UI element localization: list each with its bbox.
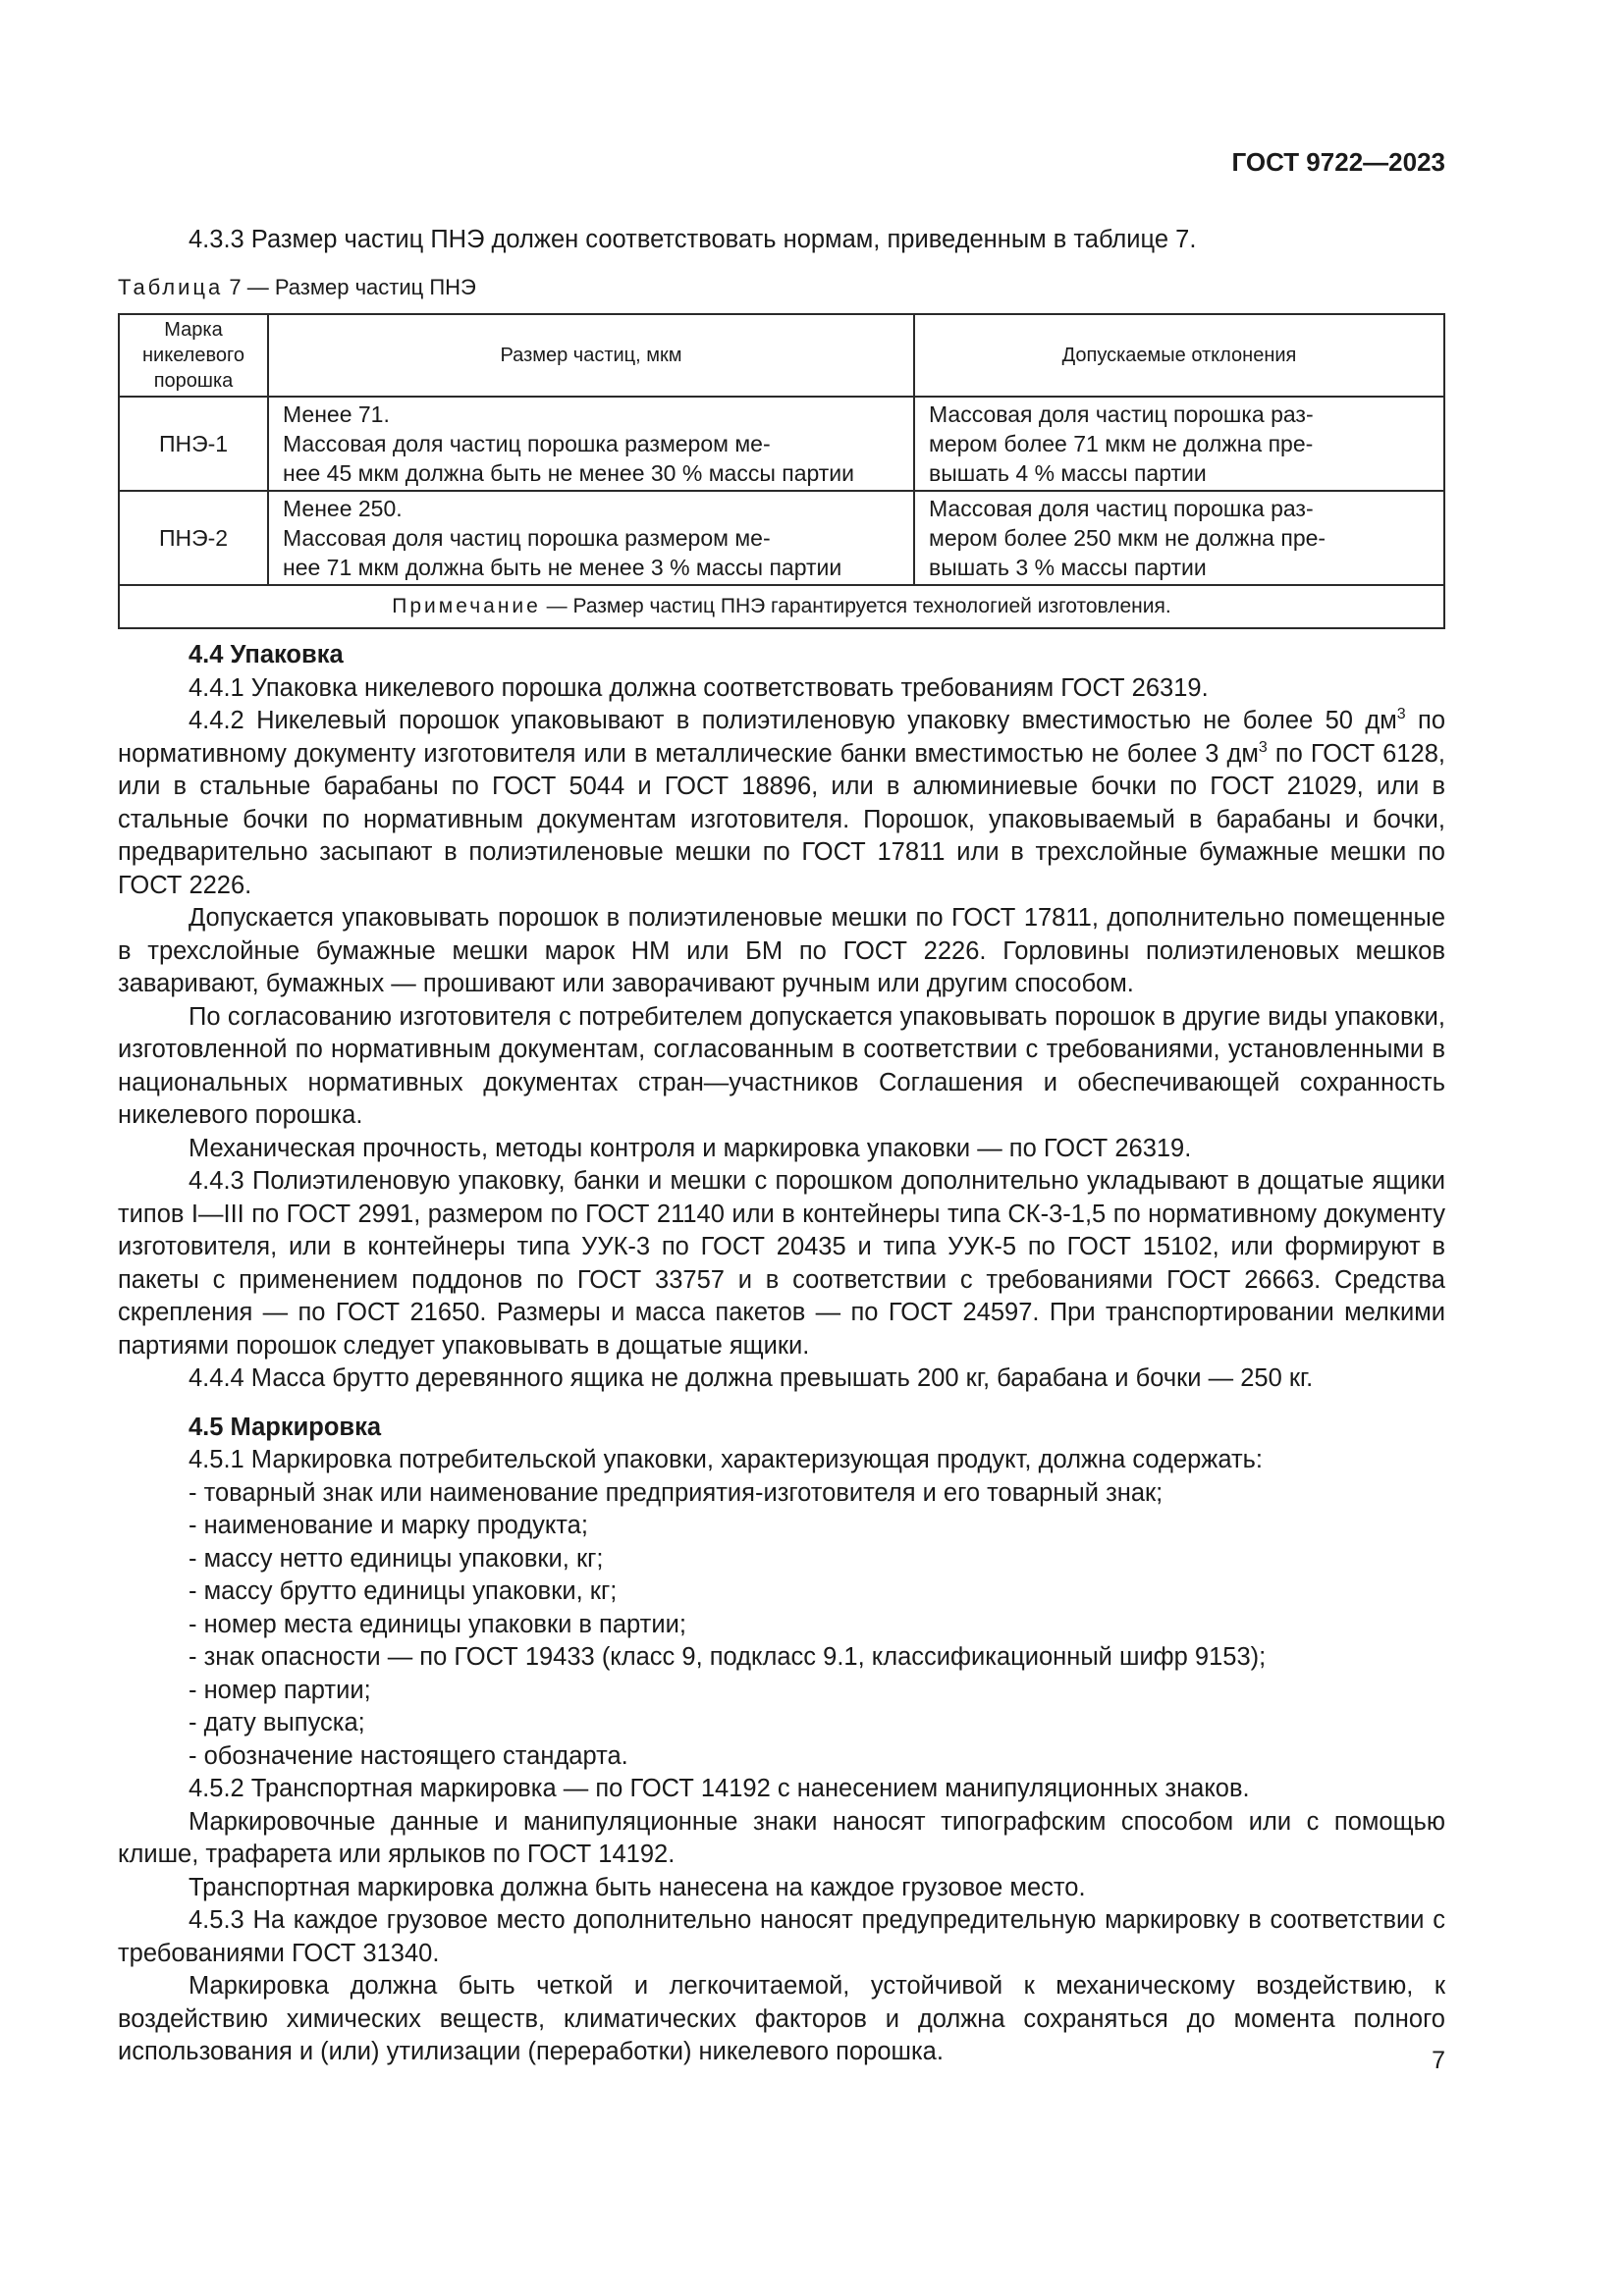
paragraph-allowed-packaging: Допускается упаковывать порошок в полиэтиленовые мешки по ГОСТ 17811, дополнительно помещенные в трехслойные бумажные мешки марок НМ или БМ по ГОСТ 2226. Горловины полиэтиленовых мешков заваривают, бумажных — прошивают или заворачивают ручным или другим способом. bbox=[118, 904, 1445, 997]
list-item: - дату выпуска; bbox=[118, 1707, 1445, 1740]
document-header: ГОСТ 9722—2023 bbox=[1231, 147, 1445, 177]
column-header-deviation: Допускаемые отклонения bbox=[914, 314, 1444, 397]
cell-mark: ПНЭ-1 bbox=[119, 397, 268, 491]
table-row bbox=[119, 397, 1444, 491]
column-header-size: Размер частиц, мкм bbox=[268, 314, 914, 397]
cell-line: нее 71 мкм должна быть не менее 3 % массы партии bbox=[283, 555, 842, 580]
particle-size-table bbox=[118, 313, 1445, 629]
table-header-row bbox=[119, 314, 1444, 397]
superscript-3: 3 bbox=[1258, 738, 1268, 756]
superscript-3: 3 bbox=[1396, 706, 1406, 722]
cell-line: нее 45 мкм должна быть не менее 30 % массы партии bbox=[283, 460, 854, 486]
cell-size bbox=[268, 397, 914, 491]
list-item: - номер места единицы упаковки в партии; bbox=[118, 1609, 1445, 1642]
cell-deviation bbox=[914, 397, 1444, 491]
cell-line: Менее 250. bbox=[283, 496, 403, 521]
paragraph-agreement: По согласованию изготовителя с потребителем допускается упаковывать порошок в другие виды упаковки, изготовленной по нормативным документам, согласованным в соответствии с требованиями, установленными в национальных нормативных документах стран—участников Соглашения и обеспечивающей сохранность никелевого порошка. bbox=[118, 1002, 1445, 1129]
paragraph-4-4-3: 4.4.3 Полиэтиленовую упаковку, банки и мешки с порошком дополнительно укладывают в дощатые ящики типов I—III по ГОСТ 2991, размером по ГОСТ 21140 или в контейнеры типа СК-3-1,5 по нормативному документу изготовителя, или в контейнеры типа УУК-3 по ГОСТ 20435 и типа УУК-5 по ГОСТ 15102, или формируют в пакеты с применением поддонов по ГОСТ 33757 и в соответствии с требованиями ГОСТ 26663. Средства скрепления — по ГОСТ 21650. Размеры и масса пакетов — по ГОСТ 24597. При транспортировании мелкими партиями порошок следует упаковывать в дощатые ящики. bbox=[118, 1167, 1445, 1360]
cell-line: Массовая доля частиц порошка раз- bbox=[929, 496, 1314, 521]
list-item: - обозначение настоящего стандарта. bbox=[118, 1740, 1445, 1774]
note-label: Примечание bbox=[392, 595, 541, 617]
paragraph-4-5-1: 4.5.1 Маркировка потребительской упаковки, характеризующая продукт, должна содержать: bbox=[189, 1446, 1264, 1473]
section-heading-marking: 4.5 Маркировка bbox=[189, 1413, 382, 1441]
paragraph-4-4-2 bbox=[118, 705, 1445, 902]
list-item: - наименование и марку продукта; bbox=[118, 1510, 1445, 1543]
column-header-mark: Марка никелевого порошка bbox=[119, 314, 268, 397]
cell-deviation bbox=[914, 491, 1444, 585]
cell-line: Менее 71. bbox=[283, 401, 390, 427]
marking-list bbox=[118, 1477, 1445, 1774]
paragraph-transport-marking: Транспортная маркировка должна быть нанесена на каждое грузовое место. bbox=[189, 1873, 1086, 1901]
list-item: - массу брутто единицы упаковки, кг; bbox=[118, 1575, 1445, 1609]
note-text: — Размер частиц ПНЭ гарантируется технологией изготовления. bbox=[540, 595, 1171, 617]
paragraph-4-4-2-part-a: 4.4.2 Никелевый порошок упаковывают в полиэтиленовую упаковку вместимостью не более 50 дм bbox=[189, 707, 1397, 734]
paragraph-marking-clarity: Маркировка должна быть четкой и легкочитаемой, устойчивой к механическому воздействию, к воздействию химических веществ, климатических факторов и должна сохраняться до момента полного использования и (или) утилизации (переработки) никелевого порошка. bbox=[118, 1972, 1445, 2065]
page-content bbox=[118, 224, 1445, 2069]
paragraph-4-5-2: 4.5.2 Транспортная маркировка — по ГОСТ 14192 с нанесением манипуляционных знаков. bbox=[189, 1775, 1250, 1802]
table-note bbox=[119, 585, 1444, 628]
cell-line: вышать 3 % массы партии bbox=[929, 555, 1207, 580]
list-item: - массу нетто единицы упаковки, кг; bbox=[118, 1543, 1445, 1576]
paragraph-4-4-4: 4.4.4 Масса брутто деревянного ящика не должна превышать 200 кг, барабана и бочки — 250 кг. bbox=[189, 1364, 1314, 1392]
cell-line: Массовая доля частиц порошка размером ме- bbox=[283, 525, 771, 551]
page-number: 7 bbox=[1432, 2047, 1445, 2074]
paragraph-marking-data: Маркировочные данные и манипуляционные знаки наносят типографским способом или с помощью клише, трафарета или ярлыков по ГОСТ 14192. bbox=[118, 1807, 1445, 1868]
paragraph-4-5-3: 4.5.3 На каждое грузовое место дополнительно наносят предупредительную маркировку в соответствии с требованиями ГОСТ 31340. bbox=[118, 1906, 1445, 1967]
paragraph-4-3-3: 4.3.3 Размер частиц ПНЭ должен соответствовать нормам, приведенным в таблице 7. bbox=[189, 226, 1197, 253]
cell-line: мером более 250 мкм не должна пре- bbox=[929, 525, 1326, 551]
list-item: - товарный знак или наименование предприятия-изготовителя и его товарный знак; bbox=[118, 1477, 1445, 1511]
section-heading-packaging: 4.4 Упаковка bbox=[189, 641, 344, 668]
table-note-row bbox=[119, 585, 1444, 628]
cell-line: Массовая доля частиц порошка размером ме- bbox=[283, 431, 771, 456]
cell-mark: ПНЭ-2 bbox=[119, 491, 268, 585]
table-caption-text: 7 — Размер частиц ПНЭ bbox=[223, 274, 476, 299]
list-item: - номер партии; bbox=[118, 1675, 1445, 1708]
paragraph-4-4-2-part-b: по нормативному документу изготовителя или в металлические банки вместимостью не более 3 дм bbox=[118, 707, 1445, 768]
cell-size bbox=[268, 491, 914, 585]
list-item: - знак опасности — по ГОСТ 19433 (класс 9, подкласс 9.1, классификационный шифр 9153); bbox=[118, 1641, 1445, 1675]
table-caption-label: Таблица bbox=[118, 274, 224, 299]
cell-line: мером более 71 мкм не должна пре- bbox=[929, 431, 1314, 456]
paragraph-mechanical-strength: Механическая прочность, методы контроля и маркировка упаковки — по ГОСТ 26319. bbox=[189, 1134, 1192, 1162]
cell-line: вышать 4 % массы партии bbox=[929, 460, 1207, 486]
paragraph-4-4-2-part-c: по ГОСТ 6128, или в стальные барабаны по ГОСТ 5044 и ГОСТ 18896, или в алюминиевые бочки по ГОСТ 21029, или в стальные бочки по нормативным документам изготовителя. Порошок, упаковываемый в барабаны и бочки, предварительно засыпают в полиэтиленовые мешки по ГОСТ 17811 или в трехслойные бумажные мешки по ГОСТ 2226. bbox=[118, 739, 1445, 899]
paragraph-4-4-1: 4.4.1 Упаковка никелевого порошка должна соответствовать требованиям ГОСТ 26319. bbox=[189, 673, 1209, 702]
table-caption bbox=[118, 271, 1445, 304]
table-row bbox=[119, 491, 1444, 585]
cell-line: Массовая доля частиц порошка раз- bbox=[929, 401, 1314, 427]
